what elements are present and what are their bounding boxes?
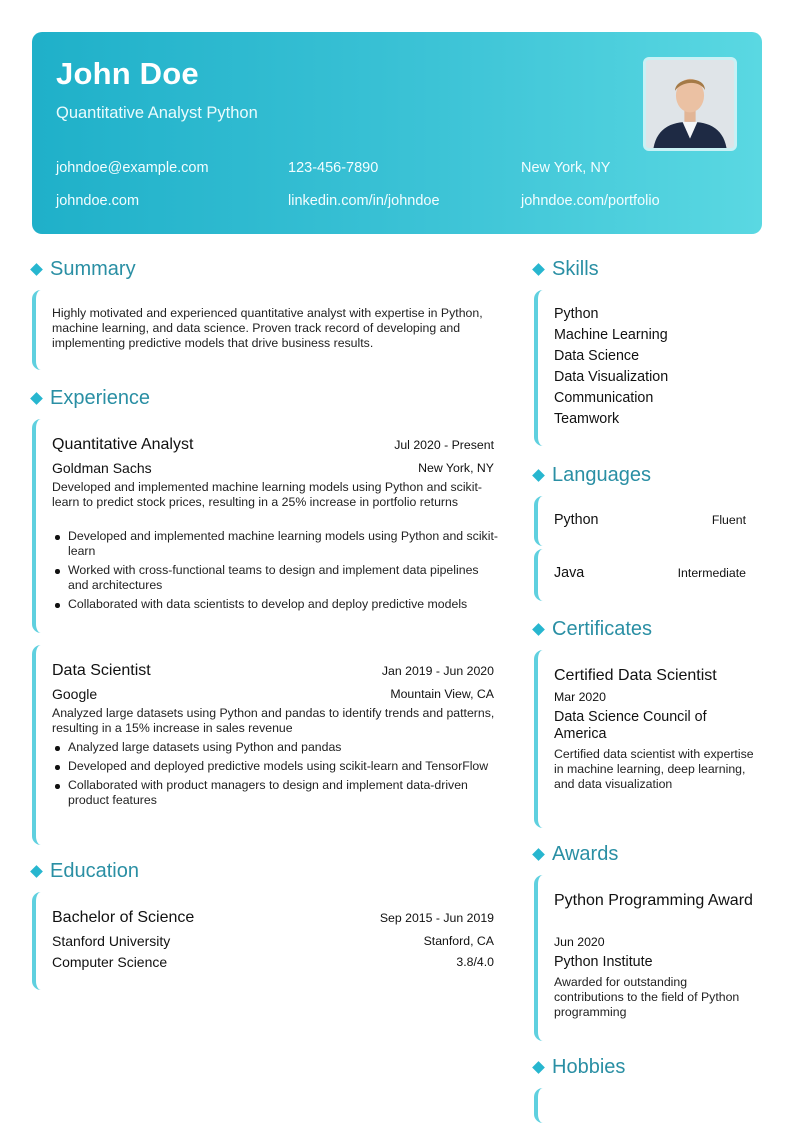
job-title: Quantitative Analyst <box>52 436 194 453</box>
award-name: Python Programming Award <box>554 892 753 909</box>
list-item: Developed and implemented machine learning models using Python and scikit-learn <box>52 529 498 559</box>
education-entry <box>32 892 502 990</box>
list-item: Analyzed large datasets using Python and pandas <box>52 740 498 755</box>
job-bullet-list <box>52 529 498 616</box>
section-title: Summary <box>50 258 136 280</box>
school-name: Stanford University <box>52 933 171 949</box>
skill-item: Data Visualization <box>554 369 669 385</box>
language-level: Fluent <box>711 513 746 527</box>
job-description: Developed and implemented machine learning models using Python and scikit-learn to predict stock prices, resulting in a 25% increase in portfolio returns <box>52 480 482 509</box>
section-title: Education <box>50 860 139 882</box>
job-company: Goldman Sachs <box>52 460 152 476</box>
job-location: Mountain View, CA <box>390 687 494 701</box>
award-issuer: Python Institute <box>554 954 653 970</box>
award-description: Awarded for outstanding contributions to the field of Python programming <box>554 975 740 1019</box>
diamond-bullet-icon <box>30 865 43 878</box>
job-title: Data Scientist <box>52 662 151 679</box>
section-title: Awards <box>552 843 619 865</box>
person-portrait-icon <box>646 60 734 148</box>
diamond-bullet-icon <box>532 263 545 276</box>
skills-section-header <box>534 258 599 281</box>
skills-block <box>534 290 760 446</box>
summary-section-header <box>32 258 136 281</box>
linkedin-link[interactable]: linkedin.com/in/johndoe <box>288 193 440 209</box>
list-item: Worked with cross-functional teams to design and implement data pipelines and architectures <box>52 563 498 593</box>
language-entry <box>534 549 760 601</box>
job-company: Google <box>52 686 98 702</box>
job-description: Analyzed large datasets using Python and pandas to identify trends and patterns, resulting in a 15% increase in sales revenue <box>52 706 495 735</box>
section-title: Languages <box>552 464 651 486</box>
candidate-name: John Doe <box>56 56 199 91</box>
section-title: Skills <box>552 258 599 280</box>
diamond-bullet-icon <box>532 469 545 482</box>
certificate-issuer: Data Science Council of America <box>554 709 707 742</box>
diamond-bullet-icon <box>532 848 545 861</box>
experience-entry <box>32 419 502 633</box>
award-date: Jun 2020 <box>554 935 605 949</box>
candidate-title: Quantitative Analyst Python <box>56 104 258 122</box>
language-name: Python <box>554 512 599 528</box>
diamond-bullet-icon <box>30 392 43 405</box>
certificate-name: Certified Data Scientist <box>554 667 717 684</box>
section-title: Experience <box>50 387 151 409</box>
profile-photo <box>643 57 737 151</box>
job-location: New York, NY <box>418 461 494 475</box>
skill-item: Python <box>554 306 599 322</box>
certificates-section-header <box>534 618 652 641</box>
diamond-bullet-icon <box>532 1061 545 1074</box>
section-title: Certificates <box>552 618 653 640</box>
language-name: Java <box>554 565 585 581</box>
resume-header <box>32 32 762 234</box>
school-location: Stanford, CA <box>423 934 494 948</box>
summary-block <box>32 290 502 370</box>
list-item: Collaborated with product managers to design and implement data-driven product features <box>52 778 498 808</box>
portfolio-link[interactable]: johndoe.com/portfolio <box>521 193 660 209</box>
languages-section-header <box>534 464 651 487</box>
skill-item: Teamwork <box>554 411 620 427</box>
hobbies-section-header <box>534 1056 625 1079</box>
education-section-header <box>32 860 139 883</box>
job-bullet-list <box>52 740 498 812</box>
hobbies-block <box>534 1088 760 1123</box>
skill-item: Machine Learning <box>554 327 668 343</box>
skill-item: Data Science <box>554 348 640 364</box>
language-level: Intermediate <box>677 566 746 580</box>
certificate-date: Mar 2020 <box>554 690 606 704</box>
location-text: New York, NY <box>521 160 611 176</box>
job-dates: Jan 2019 - Jun 2020 <box>381 664 494 678</box>
degree-name: Bachelor of Science <box>52 909 195 926</box>
list-item: Developed and deployed predictive models using scikit-learn and TensorFlow <box>52 759 498 774</box>
list-item: Collaborated with data scientists to develop and deploy predictive models <box>52 597 498 612</box>
skill-item: Communication <box>554 390 654 406</box>
summary-text: Highly motivated and experienced quantitative analyst with expertise in Python, machine learning, and data science. Proven track record of developing and implementing predictive models that drive business results. <box>52 306 483 350</box>
section-title: Hobbies <box>552 1056 626 1078</box>
phone-number[interactable]: 123-456-7890 <box>288 160 379 176</box>
award-entry <box>534 875 760 1041</box>
email-link[interactable]: johndoe@example.com <box>56 160 209 176</box>
website-link[interactable]: johndoe.com <box>56 193 140 209</box>
experience-section-header <box>32 387 150 410</box>
job-dates: Jul 2020 - Present <box>394 438 494 452</box>
major-name: Computer Science <box>52 954 168 970</box>
experience-entry <box>32 645 502 845</box>
language-entry <box>534 496 760 546</box>
education-dates: Sep 2015 - Jun 2019 <box>379 911 494 925</box>
diamond-bullet-icon <box>30 263 43 276</box>
certificate-description: Certified data scientist with expertise in machine learning, deep learning, and data visualization <box>554 747 754 791</box>
certificate-entry <box>534 650 760 828</box>
awards-section-header <box>534 843 618 866</box>
diamond-bullet-icon <box>532 623 545 636</box>
gpa-value: 3.8/4.0 <box>456 955 494 969</box>
